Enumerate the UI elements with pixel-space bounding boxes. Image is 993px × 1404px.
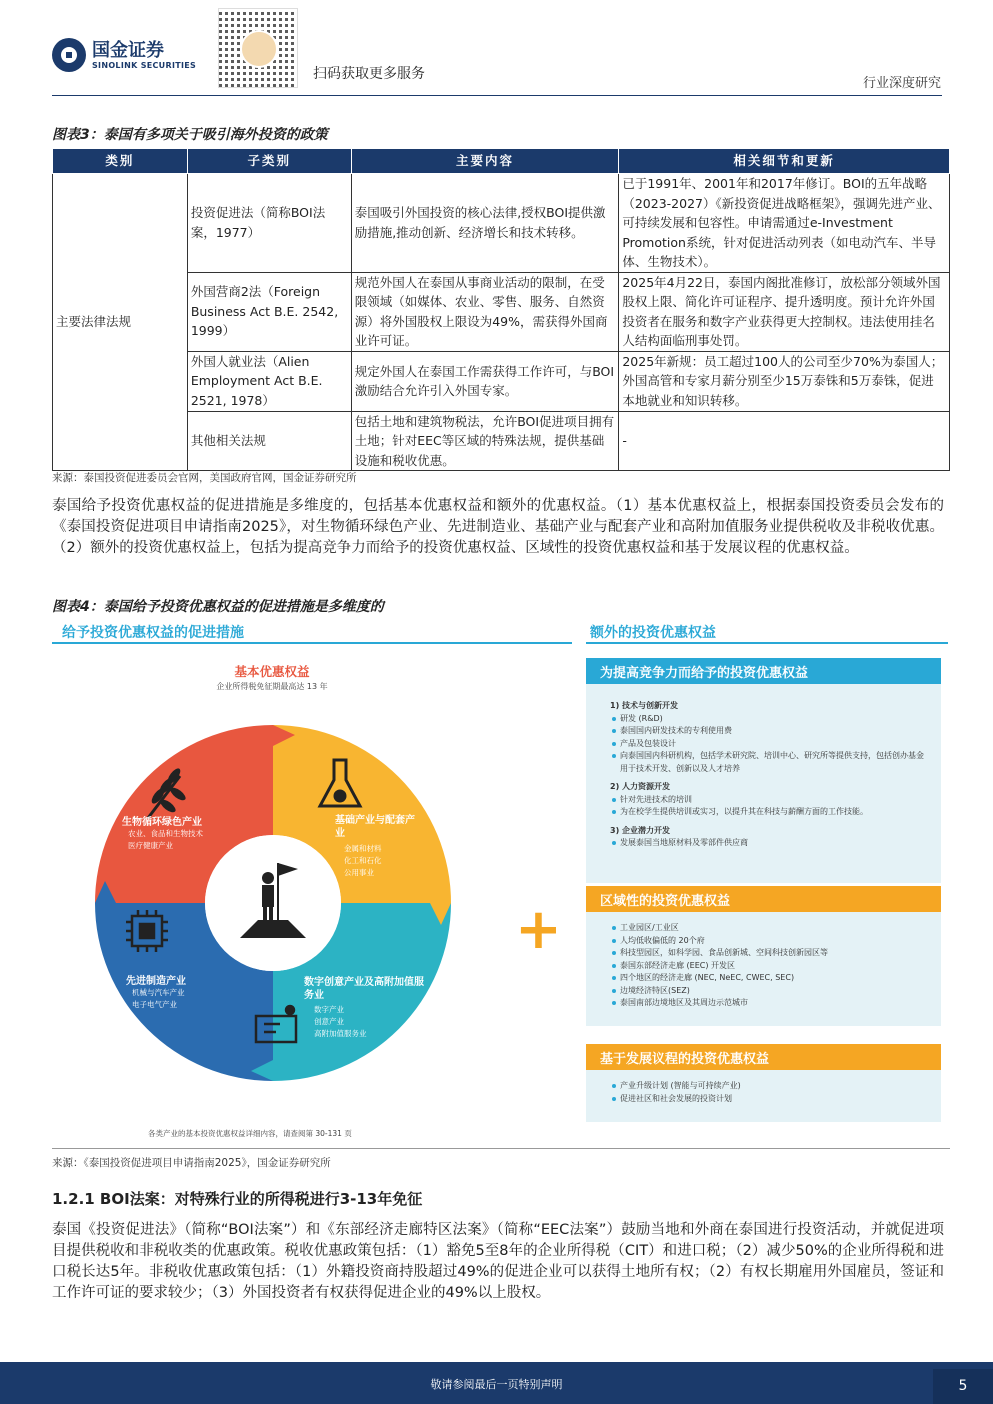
basic-benefit-title: 基本优惠权益: [234, 664, 310, 679]
figure4-title: 图表4：泰国给予投资优惠权益的促进措施是多维度的: [52, 599, 384, 615]
content-cell: 规范外国人在泰国从事商业活动的限制，在受限领域（如媒体、农业、零售、服务、自然资源）将外国股权上限设为49%，需获得外国商业许可证。: [351, 272, 619, 351]
segment-item: 医疗健康产业: [128, 841, 173, 850]
subcategory-cell: 外国人就业法（Alien Employment Act B.E. 2521, 1978）: [187, 351, 351, 411]
list-item: 四个地区的经济走廊 (NEC, NeEC, CWEC, SEC): [610, 972, 930, 985]
basic-benefit-sub: 企业所得税免征期最高达 13 年: [216, 682, 328, 691]
segment-bio-title: 生物循环绿色产业: [122, 817, 202, 828]
logo-en: SINOLINK SECURITIES: [92, 60, 197, 70]
figure4-divider: [52, 1148, 950, 1149]
right-rule: [586, 642, 948, 644]
panel-items: [610, 1080, 930, 1105]
page-number: 5: [933, 1369, 993, 1404]
segment-item: 金属和材料: [344, 844, 382, 853]
right-title: 额外的投资优惠权益: [590, 625, 716, 641]
list-item: 泰国南部边境地区及其周边示范城市: [610, 997, 930, 1010]
panel-title: 为提高竞争力而给予的投资优惠权益: [586, 658, 941, 684]
table-row: [53, 411, 950, 471]
list-item: 为在校学生提供培训或实习，以提升其在科技与薪酬方面的工作技能。: [610, 806, 930, 819]
chip-icon: [126, 910, 168, 952]
list-item: 发展泰国当地原材料及零部件供应商: [610, 837, 930, 850]
table-header: 相关细节和更新: [619, 149, 950, 174]
segment-adv-title: 先进制造产业: [126, 976, 186, 987]
figure3-source: 来源：泰国投资促进委员会官网，美国政府官网，国金证券研究所: [52, 472, 357, 484]
basic-benefit-pie: [88, 688, 458, 1118]
subcategory-cell: 其他相关法规: [187, 411, 351, 471]
segment-item: 公用事业: [344, 868, 374, 877]
panel-competitiveness: [586, 658, 941, 883]
table-row: [53, 351, 950, 411]
list-item: 泰国国内研发技术的专利使用费: [610, 725, 930, 738]
table-header: 类别: [53, 149, 188, 174]
qr-center-logo-icon: [240, 30, 278, 68]
segment-digital-title: 数字创意产业及高附加值服务业: [304, 977, 424, 1001]
list-item: 研发 (R&D): [610, 713, 930, 726]
table-header: 子类别: [187, 149, 351, 174]
panel-title: 区域性的投资优惠权益: [586, 886, 941, 912]
list-item: 边境经济特区(SEZ): [610, 985, 930, 998]
category-cell: 主要法律法规: [53, 174, 188, 471]
panel-title: 基于发展议程的投资优惠权益: [586, 1044, 941, 1070]
segment-bio-items: [128, 828, 203, 852]
policy-table: [52, 148, 950, 471]
subcategory-cell: 外国营商2法（Foreign Business Act B.E. 2542, 1999）: [187, 272, 351, 351]
plus-icon: +: [515, 897, 562, 962]
list-item: 促进社区和社会发展的投资计划: [610, 1093, 930, 1106]
segment-adv-items: [132, 987, 185, 1011]
subcategory-cell: 投资促进法（简称BOI法案，1977）: [187, 174, 351, 273]
details-cell: 2025年4月22日，泰国内阁批准修订，放松部分领域外国股权上限、简化许可证程序、提升透明度。预计允许外国投资者在服务和数字产业获得更大控制权。违法使用挂名人结构面临刑事处罚。: [619, 272, 950, 351]
content-cell: 规定外国人在泰国工作需获得工作许可，与BOI激励结合允许引入外国专家。: [351, 351, 619, 411]
list-item: 工业园区/工业区: [610, 922, 930, 935]
list-item: 产品及包装设计: [610, 738, 930, 751]
left-title: 给予投资优惠权益的促进措施: [62, 625, 244, 641]
figure3-title: 图表3：泰国有多项关于吸引海外投资的政策: [52, 127, 328, 143]
content-cell: 包括土地和建筑物税法，允许BOI促进项目拥有土地；针对EEC等区域的特殊法规，提供基础设施和税收优惠。: [351, 411, 619, 471]
table-row: [53, 174, 950, 273]
panel-group-head: 2) 人力资源开发: [610, 782, 671, 791]
list-item: 人均低收偏低的 20个府: [610, 935, 930, 948]
report-type: 行业深度研究: [862, 76, 941, 91]
panel-items: [610, 922, 930, 1010]
left-rule: [52, 642, 572, 644]
segment-item: 创意产业: [314, 1017, 344, 1026]
table-header-row: [53, 149, 950, 174]
segment-digital-items: [314, 1004, 367, 1040]
paragraph-1: 泰国给予投资优惠权益的促进措施是多维度的，包括基本优惠权益和额外的优惠权益。（1）基本优惠权益上，根据泰国投资委员会发布的《泰国投资促进项目申请指南2025》，对生物循环绿色产业、先进制造业、基础产业与配套产业和高附加值服务业提供税收及非税收优惠。（2）额外的投资优惠权益上，包括为提高竞争力而给予的投资优惠权益、区域性的投资优惠权益和基于发展议程的优惠权益。: [52, 498, 944, 556]
segment-item: 数字产业: [314, 1005, 344, 1014]
details-cell: -: [619, 411, 950, 471]
list-item: 科技型园区，如科学园、食品创新城、空间科技创新园区等: [610, 947, 930, 960]
segment-basic-items: [344, 843, 382, 879]
details-cell: 2025年新规：员工超过100人的公司至少70%为泰国人；外国高管和专家月薪分别至少15万泰铢和5万泰铢，促进本地就业和知识转移。: [619, 351, 950, 411]
scan-text: 扫码获取更多服务: [313, 66, 425, 82]
panel-items: [610, 694, 930, 850]
segment-basic-title: 基础产业与配套产业: [335, 815, 415, 839]
section-body: 泰国《投资促进法》（简称“BOI法案”）和《东部经济走廊特区法案》（简称“EEC法案”）鼓励当地和外商在泰国进行投资活动，并就促进项目提供税收和非税收类的优惠政策。税收优惠政策包括：（1）豁免5至8年的企业所得税（CIT）和进口税；（2）减少50%的企业所得税和进口税长达5年。非税收优惠政策包括：（1）外籍投资商持股超过49%的促进企业可以获得土地所有权；（2）有权长期雇用外国雇员，签证和工作许可证的要求较少；（3）外国投资者有权获得促进企业的49%以上股权。: [52, 1222, 944, 1301]
logo-icon: [52, 38, 86, 72]
logo-cn: 国金证券: [92, 39, 164, 61]
panel-group-head: 3) 企业潜力开发: [610, 825, 671, 835]
table-header: 主要内容: [351, 149, 619, 174]
basic-note: 各类产业的基本投资优惠权益详细内容，请查阅第 30-131 页: [148, 1129, 352, 1138]
list-item: 泰国东部经济走廊 (EEC) 开发区: [610, 960, 930, 973]
list-item: 产业升级计划 (智能与可持续产业): [610, 1080, 930, 1093]
company-logo: [52, 38, 196, 72]
content-cell: 泰国吸引外国投资的核心法律,授权BOI提供激励措施,推动创新、经济增长和技术转移。: [351, 174, 619, 273]
list-item: 针对先进技术的培训: [610, 794, 930, 807]
segment-item: 高附加值服务业: [314, 1029, 367, 1038]
section-heading: 1.2.1 BOI法案：对特殊行业的所得税进行3-13年免征: [52, 1190, 423, 1208]
figure4-source: 来源：《泰国投资促进项目申请指南2025》，国金证券研究所: [52, 1157, 331, 1169]
segment-item: 农业、食品和生物技术: [128, 829, 203, 838]
header-divider: [52, 95, 942, 96]
panel-regional: [586, 886, 941, 1026]
panel-development-agenda: [586, 1044, 941, 1122]
footer-text: 敬请参阅最后一页特别声明: [430, 1378, 563, 1391]
panel-group-head: 1) 技术与创新开发: [610, 701, 679, 710]
segment-item: 化工和石化: [344, 856, 382, 865]
segment-item: 电子电气产业: [132, 1000, 177, 1009]
details-cell: 已于1991年、2001年和2017年修订。BOI的五年战略（2023-2027）《新投资促进战略框架》，强调先进产业、可持续发展和包容性。申请需通过e-Investment Promotion系统，针对促进活动列表（如电动汽车、半导体、生物技术）。: [619, 174, 950, 273]
table-row: [53, 272, 950, 351]
segment-item: 机械与汽车产业: [132, 988, 185, 997]
list-item: 向泰国国内科研机构，包括学术研究院、培训中心、研究所等提供支持，包括创办基金用于技术开发、创新以及人才培养: [610, 750, 930, 775]
